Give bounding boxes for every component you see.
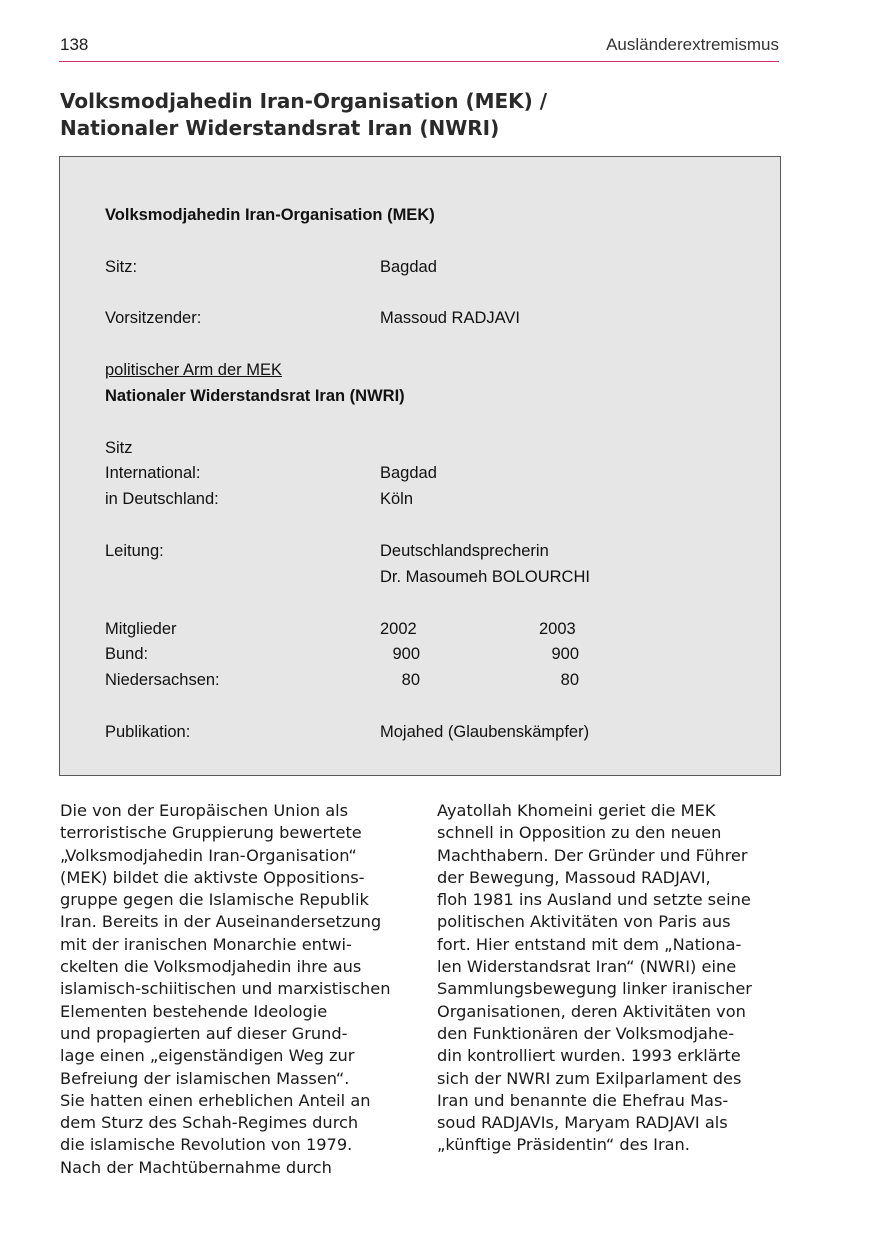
publikation-label: Publikation: xyxy=(105,723,191,741)
body-line: (MEK) bildet die aktivste Oppositions- xyxy=(60,867,365,887)
body-line: islamisch-schiitischen und marxistischen xyxy=(60,979,391,999)
members-row-value: 80 xyxy=(401,671,420,689)
body-line: der Bewegung, Massoud RADJAVI, xyxy=(437,867,711,887)
body-line: Nach der Machtübernahme durch xyxy=(60,1157,332,1177)
body-line: Elementen bestehende Ideologie xyxy=(60,1001,328,1021)
members-label: Mitglieder xyxy=(105,620,177,638)
sitz-label: Sitz: xyxy=(105,258,138,276)
nwri-sitz-label: Sitz xyxy=(105,439,133,457)
members-row-value: 80 xyxy=(560,671,579,689)
body-line: lage einen „eigenständigen Weg zur xyxy=(60,1046,355,1066)
leitung-value: Dr. Masoumeh BOLOURCHI xyxy=(380,568,590,586)
body-line: Organisationen, deren Aktivitäten von xyxy=(437,1001,746,1021)
header-rule xyxy=(59,61,779,62)
page-number: 138 xyxy=(60,35,89,54)
members-year-2003: 2003 xyxy=(539,620,576,638)
body-line: gruppe gegen die Islamische Republik xyxy=(60,890,369,910)
deutschland-value: Köln xyxy=(380,490,414,508)
body-line: politischen Aktivitäten von Paris aus xyxy=(437,912,731,932)
body-line: Sammlungsbewegung linker iranischer xyxy=(437,979,752,999)
body-line: die islamische Revolution von 1979. xyxy=(60,1135,353,1155)
members-row-label: Niedersachsen: xyxy=(105,671,220,689)
body-line: Ayatollah Khomeini geriet die MEK xyxy=(437,801,716,820)
body-column-left xyxy=(60,800,406,1179)
body-line: sich der NWRI zum Exilparlament des xyxy=(437,1068,742,1088)
body-line: Iran. Bereits in der Auseinandersetzung xyxy=(60,912,382,932)
body-column-right xyxy=(437,800,783,1157)
body-line: Die von der Europäischen Union als xyxy=(60,801,349,820)
infobox-title: Volksmodjahedin Iran-Organisation (MEK) xyxy=(105,206,435,224)
members-year-2002: 2002 xyxy=(380,620,417,638)
vorsitzender-value: Massoud RADJAVI xyxy=(380,309,520,327)
deutschland-label: in Deutschland: xyxy=(105,490,219,508)
international-label: International: xyxy=(105,464,201,482)
body-line: Sie hatten einen erheblichen Anteil an xyxy=(60,1090,371,1110)
body-line: mit der iranischen Monarchie entwi- xyxy=(60,934,352,954)
publikation-value: Mojahed (Glaubenskämpfer) xyxy=(380,723,590,741)
body-line: floh 1981 ins Ausland und setzte seine xyxy=(437,890,751,910)
body-line: schnell in Opposition zu den neuen xyxy=(437,823,722,843)
body-line: terroristische Gruppierung bewertete xyxy=(60,823,362,843)
nwri-title: Nationaler Widerstandsrat Iran (NWRI) xyxy=(105,387,405,405)
body-line: „Volksmodjahedin Iran-Organisation“ xyxy=(60,845,357,865)
body-line: fort. Hier entstand mit dem „Nationa- xyxy=(437,934,742,954)
vorsitzender-label: Vorsitzender: xyxy=(105,309,202,327)
members-row-value: 900 xyxy=(551,645,579,663)
body-line: Iran und benannte die Ehefrau Mas- xyxy=(437,1090,729,1110)
body-line: dem Sturz des Schah-Regimes durch xyxy=(60,1113,359,1133)
body-line: und propagierten auf dieser Grund- xyxy=(60,1023,348,1043)
body-line: „künftige Präsidentin“ des Iran. xyxy=(437,1135,690,1155)
section-heading xyxy=(60,88,680,142)
section-heading-line: Nationaler Widerstandsrat Iran (NWRI) xyxy=(60,116,500,140)
leitung-value: Deutschlandsprecherin xyxy=(380,542,549,560)
leitung-label: Leitung: xyxy=(105,542,164,560)
members-row-value: 900 xyxy=(392,645,420,663)
sitz-value: Bagdad xyxy=(380,258,437,276)
body-line: din kontrolliert wurden. 1993 erklärte xyxy=(437,1046,741,1066)
body-line: Machthabern. Der Gründer und Führer xyxy=(437,845,748,865)
body-line: Befreiung der islamischen Massen“. xyxy=(60,1068,350,1088)
body-line: den Funktionären der Volksmodjahe- xyxy=(437,1023,735,1043)
body-line: len Widerstandsrat Iran“ (NWRI) eine xyxy=(437,957,737,977)
international-value: Bagdad xyxy=(380,464,437,482)
political-arm-label: politischer Arm der MEK xyxy=(105,361,282,379)
body-line: ckelten die Volksmodjahedin ihre aus xyxy=(60,957,362,977)
body-line: soud RADJAVIs, Maryam RADJAVI als xyxy=(437,1113,728,1133)
running-title: Ausländerextremismus xyxy=(606,35,779,54)
section-heading-line: Volksmodjahedin Iran-Organisation (MEK) / xyxy=(60,89,548,113)
infobox xyxy=(59,156,781,776)
members-row-label: Bund: xyxy=(105,645,149,663)
